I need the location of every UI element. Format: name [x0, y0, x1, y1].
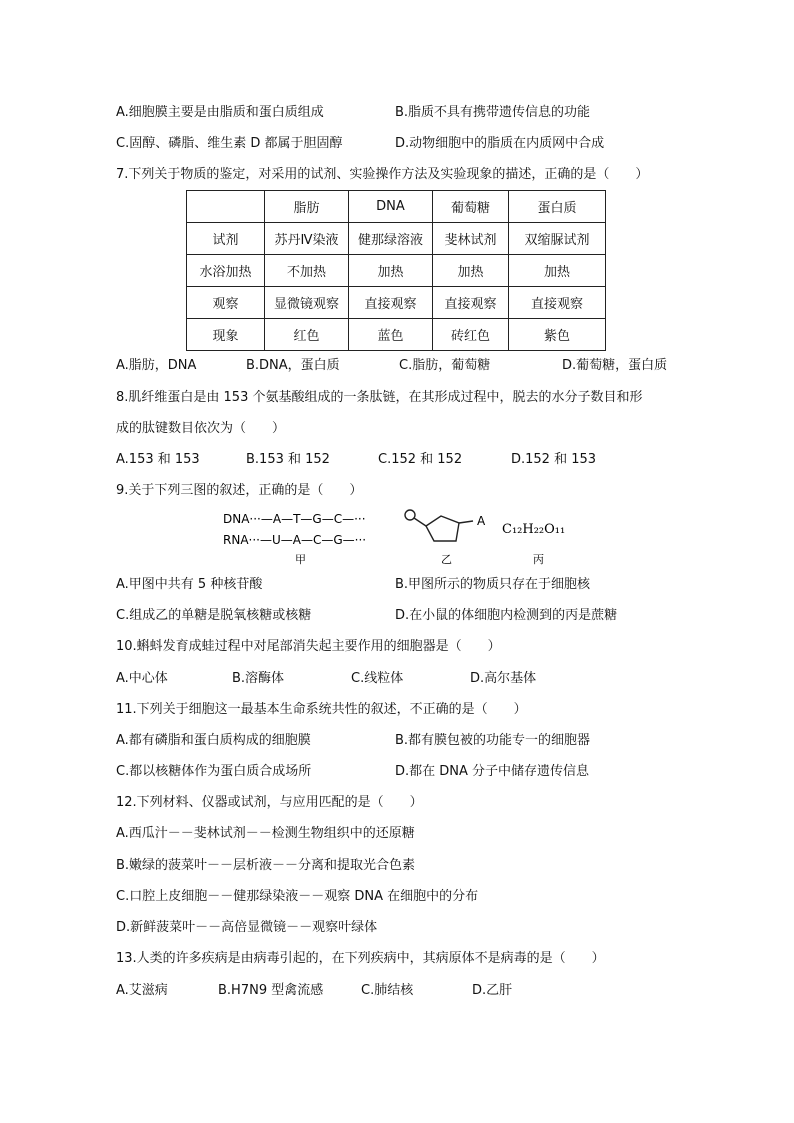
table-header-cell [187, 191, 265, 223]
q6-option-a: A.细胞膜主要是由脂质和蛋白质组成 [116, 105, 324, 120]
table-cell: 观察 [187, 287, 265, 319]
q11-option-c: C.都以核糖体作为蛋白质合成场所 [116, 764, 312, 779]
q12-stem: 12.下列材料、仪器或试剂，与应用匹配的是（ ） [116, 795, 423, 810]
sucrose-formula: C₁₂H₂₂O₁₁ [502, 522, 566, 537]
figure-label-yi: 乙 [441, 553, 452, 566]
q8-option-d: D.152 和 153 [511, 452, 597, 467]
pentose-ring-icon [405, 510, 473, 541]
q11-option-b: B.都有膜包被的功能专一的细胞器 [395, 733, 591, 748]
q9-option-b: B.甲图所示的物质只存在于细胞核 [395, 577, 591, 592]
q13-option-a: A.艾滋病 [116, 983, 168, 998]
table-row [187, 287, 606, 319]
table-row [187, 255, 606, 287]
table-cell: 苏丹Ⅳ染液 [265, 223, 349, 255]
table-cell: 显微镜观察 [265, 287, 349, 319]
table-header-row [187, 191, 606, 223]
table-header-cell: 葡萄糖 [433, 191, 509, 223]
table-cell: 试剂 [187, 223, 265, 255]
figure-label-bing: 丙 [533, 553, 544, 566]
q10-option-d: D.高尔基体 [470, 671, 537, 686]
table-cell: 加热 [509, 255, 606, 287]
table-cell: 直接观察 [509, 287, 606, 319]
q9-option-c: C.组成乙的单糖是脱氧核糖或核糖 [116, 608, 312, 623]
q6-option-b: B.脂质不具有携带遗传信息的功能 [395, 105, 591, 120]
table-cell: 双缩脲试剂 [509, 223, 606, 255]
q12-option-d: D.新鲜菠菜叶－－高倍显微镜－－观察叶绿体 [116, 920, 378, 935]
q13-option-b: B.H7N9 型禽流感 [218, 983, 324, 998]
q8-stem-line1: 8.肌纤维蛋白是由 153 个氨基酸组成的一条肽链，在其形成过程中，脱去的水分子数目和形 [116, 390, 643, 405]
figure-label-jia: 甲 [295, 553, 306, 566]
q7-option-b: B.DNA，蛋白质 [246, 358, 340, 373]
q9-option-d: D.在小鼠的体细胞内检测到的丙是蔗糖 [395, 608, 618, 623]
q10-option-a: A.中心体 [116, 671, 168, 686]
ring-base-label: A [477, 514, 486, 528]
table-cell: 直接观察 [433, 287, 509, 319]
table-row [187, 319, 606, 351]
q12-option-c: C.口腔上皮细胞－－健那绿染液－－观察 DNA 在细胞中的分布 [116, 889, 479, 904]
q9-option-a: A.甲图中共有 5 种核苷酸 [116, 577, 263, 592]
table-cell: 直接观察 [349, 287, 433, 319]
table-cell: 加热 [433, 255, 509, 287]
q12-option-b: B.嫩绿的菠菜叶－－层析液－－分离和提取光合色素 [116, 858, 416, 873]
q6-option-c: C.固醇、磷脂、维生素 D 都属于胆固醇 [116, 136, 343, 151]
q6-option-d: D.动物细胞中的脂质在内质网中合成 [395, 136, 605, 151]
q10-option-c: C.线粒体 [351, 671, 404, 686]
q8-stem-line2: 成的肽键数目依次为（ ） [116, 421, 286, 436]
table-header-cell: DNA [349, 191, 433, 223]
q11-stem: 11.下列关于细胞这一最基本生命系统共性的叙述，不正确的是（ ） [116, 702, 527, 717]
table-cell: 红色 [265, 319, 349, 351]
q13-stem: 13.人类的许多疾病是由病毒引起的，在下列疾病中，其病原体不是病毒的是（ ） [116, 951, 605, 966]
table-cell: 蓝色 [349, 319, 433, 351]
rna-strand-text: RNA···—U—A—C—G—··· [223, 533, 367, 547]
q12-option-a: A.西瓜汁－－斐林试剂－－检测生物组织中的还原糖 [116, 826, 415, 841]
table-header-cell: 蛋白质 [509, 191, 606, 223]
q10-stem: 10.蝌蚪发育成蛙过程中对尾部消失起主要作用的细胞器是（ ） [116, 639, 501, 654]
q7-reagent-table [186, 190, 606, 351]
q9-stem: 9.关于下列三图的叙述，正确的是（ ） [116, 483, 363, 498]
table-cell: 加热 [349, 255, 433, 287]
q7-stem: 7.下列关于物质的鉴定，对采用的试剂、实验操作方法及实验现象的描述，正确的是（ ） [116, 167, 649, 182]
table-cell: 健那绿溶液 [349, 223, 433, 255]
table-cell: 斐林试剂 [433, 223, 509, 255]
q11-option-d: D.都在 DNA 分子中储存遗传信息 [395, 764, 590, 779]
q13-option-c: C.肺结核 [361, 983, 414, 998]
table-cell: 现象 [187, 319, 265, 351]
q13-option-d: D.乙肝 [472, 983, 513, 998]
table-cell: 砖红色 [433, 319, 509, 351]
q9-figure [215, 505, 595, 567]
q8-option-c: C.152 和 152 [378, 452, 463, 467]
table-cell: 不加热 [265, 255, 349, 287]
dna-strand-text: DNA···—A—T—G—C—··· [223, 512, 366, 526]
q11-option-a: A.都有磷脂和蛋白质构成的细胞膜 [116, 733, 311, 748]
table-cell: 紫色 [509, 319, 606, 351]
q7-option-c: C.脂肪，葡萄糖 [399, 358, 491, 373]
q7-option-a: A.脂肪，DNA [116, 358, 197, 373]
q8-option-a: A.153 和 153 [116, 452, 200, 467]
q8-option-b: B.153 和 152 [246, 452, 330, 467]
table-row [187, 223, 606, 255]
q7-option-d: D.葡萄糖，蛋白质 [562, 358, 668, 373]
table-header-cell: 脂肪 [265, 191, 349, 223]
q10-option-b: B.溶酶体 [232, 671, 285, 686]
table-cell: 水浴加热 [187, 255, 265, 287]
